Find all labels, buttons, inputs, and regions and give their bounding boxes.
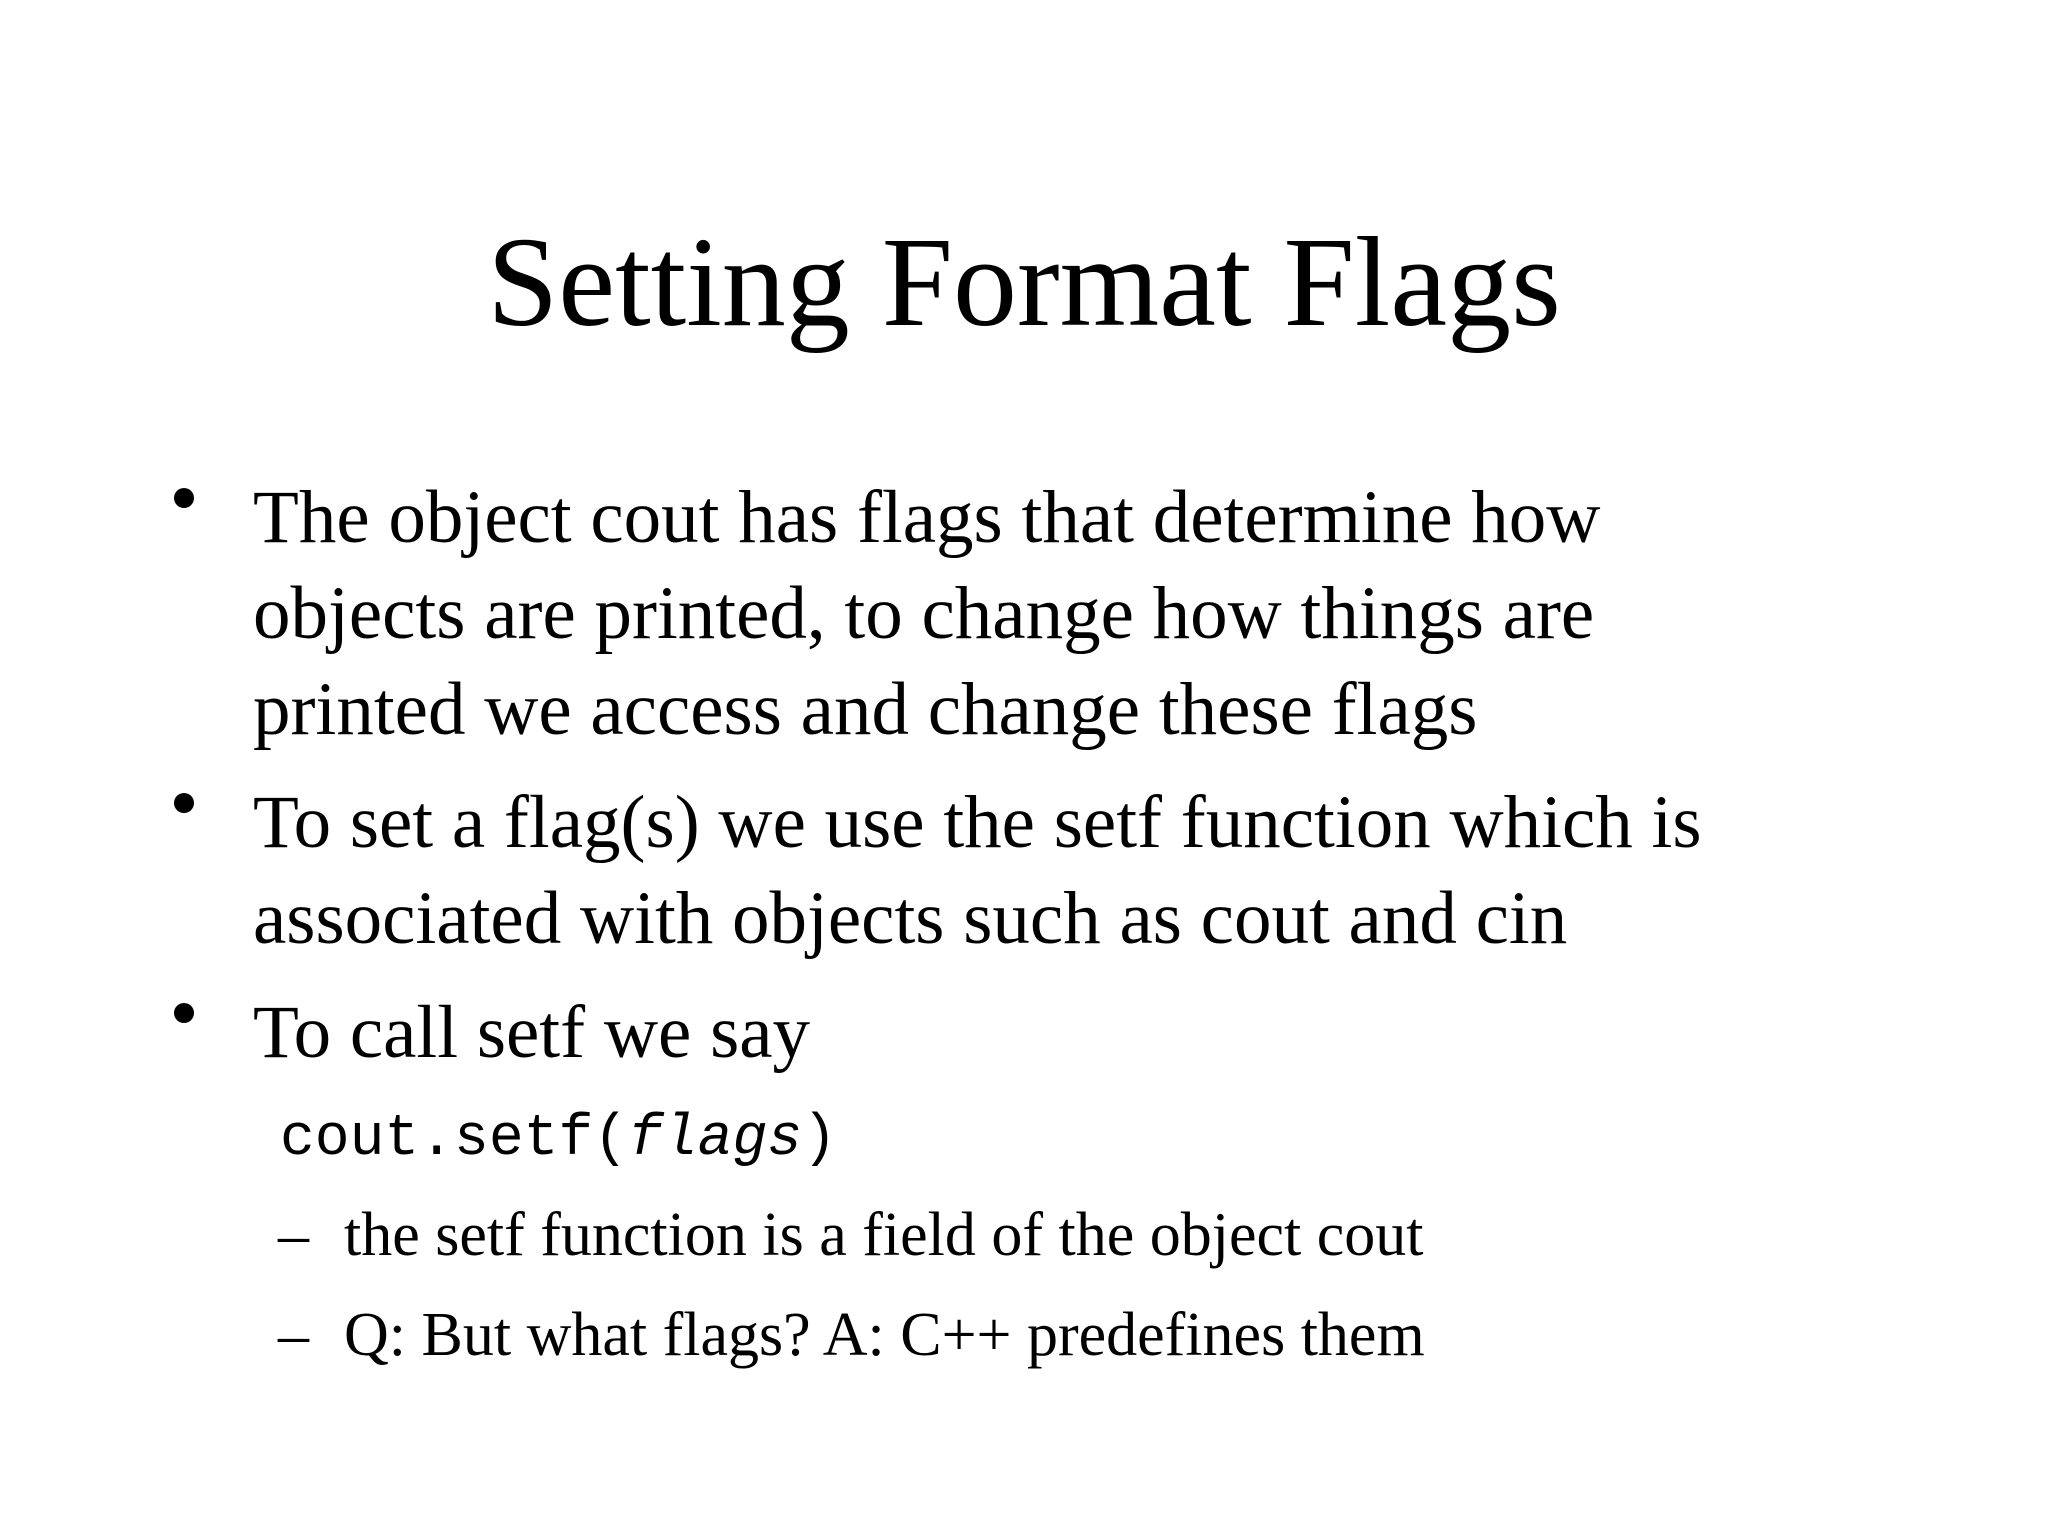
code-prefix: cout.setf( bbox=[280, 1107, 629, 1172]
dash-marker: – bbox=[278, 1201, 309, 1269]
sub-bullet-text: Q: But what flags? A: C++ predefines them bbox=[344, 1301, 1425, 1369]
code-argument: flags bbox=[628, 1107, 803, 1172]
slide-title: Setting Format Flags bbox=[487, 211, 1561, 353]
bullet-text bbox=[253, 775, 1702, 967]
bullet-dot-icon bbox=[174, 488, 194, 508]
bullet-line: To set a flag(s) we use the setf function which is bbox=[253, 781, 1702, 864]
bullet-dot-icon bbox=[174, 793, 194, 813]
bullet-dot-icon bbox=[174, 1003, 194, 1023]
bullet-text bbox=[253, 470, 1600, 758]
code-snippet bbox=[280, 1105, 837, 1175]
bullet-line: printed we access and change these flags bbox=[253, 668, 1478, 751]
bullet-text bbox=[253, 985, 810, 1081]
code-suffix: ) bbox=[802, 1107, 837, 1172]
bullet-line: associated with objects such as cout and cin bbox=[253, 877, 1568, 960]
bullet-line: objects are printed, to change how things are bbox=[253, 572, 1595, 655]
sub-bullet-text: the setf function is a field of the object cout bbox=[344, 1201, 1424, 1269]
dash-marker: – bbox=[278, 1301, 309, 1369]
bullet-line: The object cout has flags that determine how bbox=[253, 476, 1601, 559]
bullet-line: To call setf we say bbox=[253, 991, 811, 1074]
